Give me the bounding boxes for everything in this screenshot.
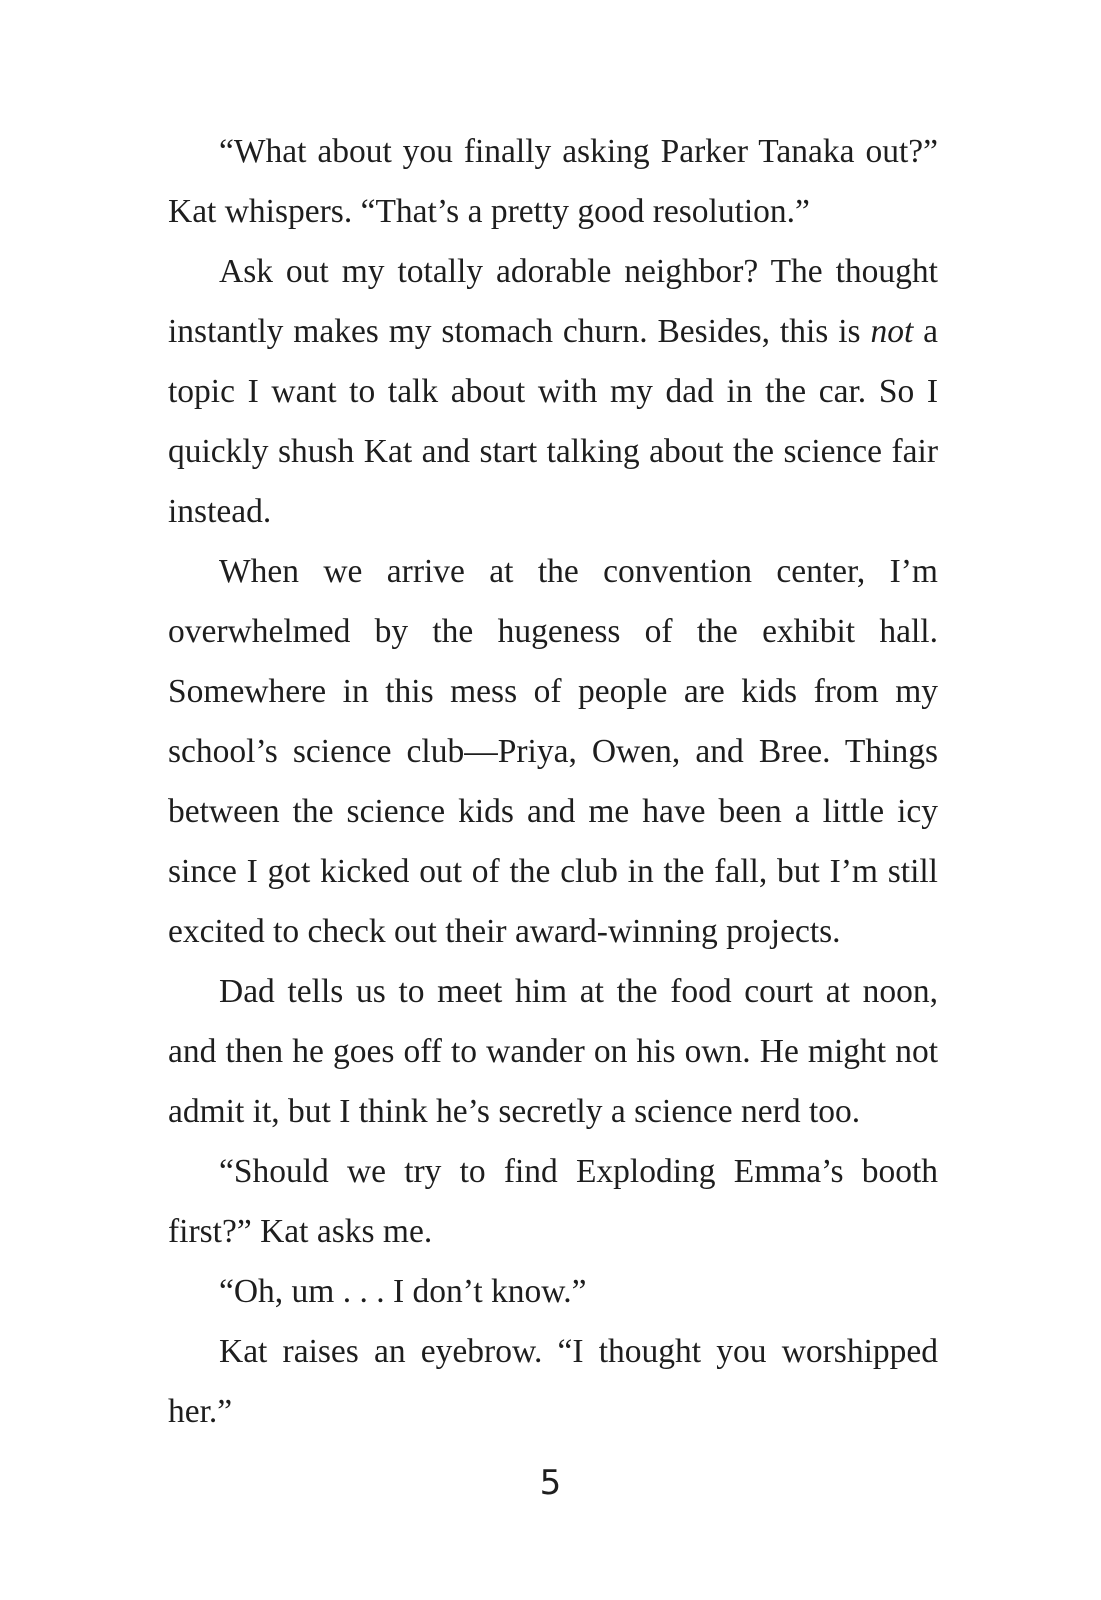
paragraph-3-text: When we arrive at the convention center, I’m overwhelmed by the hugeness of the exhibit hall. Somewhere in this mess of people are kids from my school’s science club—Priya, Owen, and Bree. Things between the science kids and me have been a little icy since I got kicked out of the club in the fall, but I’m still excited to check out their award-winning projects. [168,553,938,950]
paragraph-3 [168,542,938,962]
paragraph-5-text: “Should we try to find Exploding Emma’s booth first?” Kat asks me. [168,1153,938,1250]
paragraph-5 [168,1142,938,1262]
paragraph-7 [168,1322,938,1442]
paragraph-4 [168,962,938,1142]
paragraph-4-text: Dad tells us to meet him at the food court at noon, and then he goes off to wander on his own. He might not admit it, but I think he’s secretly a science nerd too. [168,973,938,1130]
paragraph-1-text: “What about you finally asking Parker Tanaka out?” Kat whispers. “That’s a pretty good resolution.” [168,133,938,230]
paragraph-2 [168,242,938,542]
paragraph-1 [168,122,938,242]
page-number: 5 [539,1463,562,1503]
paragraph-2-text-end: a topic I want to talk about with my dad in the car. So I quickly shush Kat and start talking about the science fair instead. [168,313,938,530]
book-page-text [168,122,938,1442]
paragraph-2-text-start: Ask out my totally adorable neighbor? The thought instantly makes my stomach churn. Besides, this is [168,253,938,350]
emphasized-word: not [870,313,914,350]
paragraph-6-text: “Oh, um . . . I don’t know.” [219,1273,587,1310]
paragraph-6 [168,1262,938,1322]
paragraph-7-text: Kat raises an eyebrow. “I thought you worshipped her.” [168,1333,938,1430]
